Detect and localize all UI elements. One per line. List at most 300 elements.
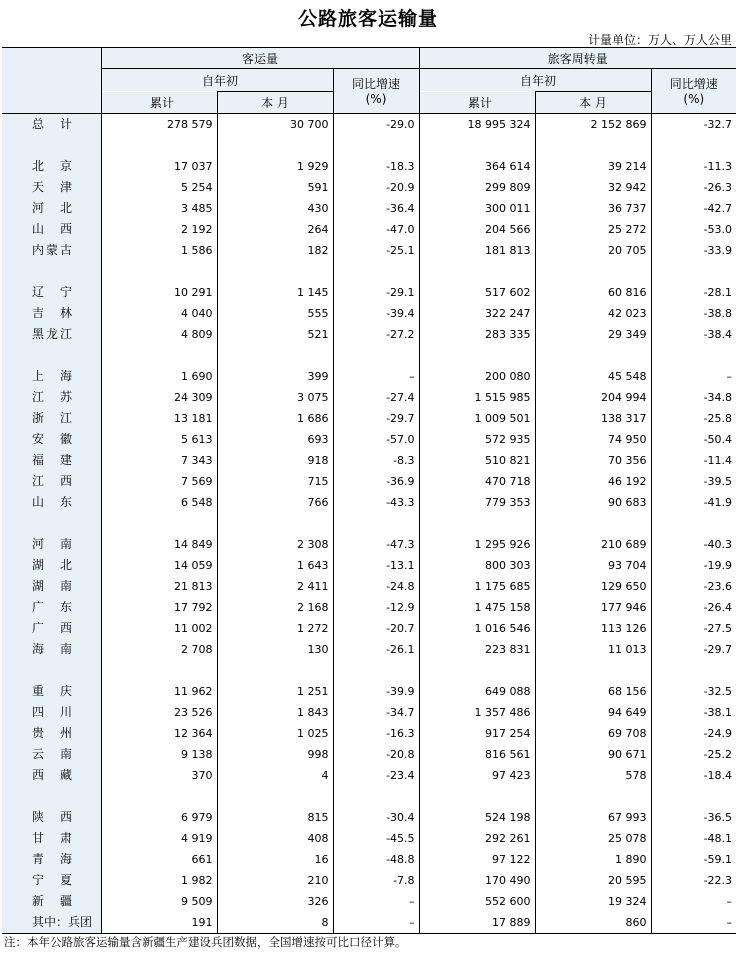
volume-month: 555 — [217, 303, 333, 324]
volume-ytd: 9 138 — [101, 744, 217, 765]
turnover-ytd: 470 718 — [419, 471, 535, 492]
volume-ytd: 24 309 — [101, 387, 217, 408]
volume-yoy: -57.0 — [333, 429, 419, 450]
table-row — [2, 723, 736, 744]
turnover-month: 11 013 — [535, 639, 651, 660]
turnover-yoy: -34.8 — [651, 387, 736, 408]
turnover-ytd: 779 353 — [419, 492, 535, 513]
volume-ytd: 2 708 — [101, 639, 217, 660]
volume-month: 1 929 — [217, 156, 333, 177]
spacer-cell — [101, 261, 217, 282]
region-name: 青海 — [32, 851, 72, 866]
region-name: 浙江 — [32, 410, 72, 425]
volume-ytd: 11 002 — [101, 618, 217, 639]
volume-ytd: 1 690 — [101, 366, 217, 387]
turnover-month: 138 317 — [535, 408, 651, 429]
table-row — [2, 765, 736, 786]
region-name: 北京 — [32, 158, 72, 173]
volume-ytd: 6 548 — [101, 492, 217, 513]
volume-yoy: -27.2 — [333, 324, 419, 345]
volume-yoy: -47.0 — [333, 219, 419, 240]
turnover-ytd: 510 821 — [419, 450, 535, 471]
volume-ytd: 4 809 — [101, 324, 217, 345]
volume-yoy: -47.3 — [333, 534, 419, 555]
region-name: 其中：兵团 — [32, 914, 93, 929]
table-row — [2, 366, 736, 387]
header-yoy-turnover-l2: (%) — [683, 92, 705, 107]
spacer-cell — [2, 345, 101, 366]
volume-ytd: 191 — [101, 912, 217, 934]
table-row — [2, 429, 736, 450]
volume-month: 399 — [217, 366, 333, 387]
region-name: 重庆 — [32, 683, 72, 698]
volume-month: 1 843 — [217, 702, 333, 723]
turnover-month: 42 023 — [535, 303, 651, 324]
volume-yoy: – — [333, 891, 419, 912]
region-name: 黑龙江 — [32, 326, 72, 341]
turnover-month: 578 — [535, 765, 651, 786]
spacer-cell — [217, 261, 333, 282]
region-name: 云南 — [32, 746, 72, 761]
header-yoy-volume-l1: 同比增速 — [352, 77, 401, 92]
volume-yoy: -20.7 — [333, 618, 419, 639]
spacer-row — [2, 135, 736, 156]
table-row — [2, 891, 736, 912]
spacer-row — [2, 786, 736, 807]
page-title: 公路旅客运输量 — [297, 8, 438, 30]
volume-yoy: -39.4 — [333, 303, 419, 324]
volume-month: 2 308 — [217, 534, 333, 555]
turnover-month: 204 994 — [535, 387, 651, 408]
table-row — [2, 303, 736, 324]
volume-yoy: -45.5 — [333, 828, 419, 849]
volume-ytd: 14 849 — [101, 534, 217, 555]
passenger-transport-table — [2, 47, 736, 934]
turnover-ytd: 572 935 — [419, 429, 535, 450]
region-name: 山西 — [32, 221, 72, 236]
volume-month: 521 — [217, 324, 333, 345]
spacer-cell — [535, 345, 651, 366]
volume-month: 1 251 — [217, 681, 333, 702]
spacer-cell — [2, 513, 101, 534]
volume-yoy: -13.1 — [333, 555, 419, 576]
table-row — [2, 618, 736, 639]
turnover-yoy: -26.3 — [651, 177, 736, 198]
turnover-ytd: 18 995 324 — [419, 113, 535, 135]
volume-month: 3 075 — [217, 387, 333, 408]
spacer-cell — [333, 261, 419, 282]
table-row — [2, 555, 736, 576]
turnover-yoy: -42.7 — [651, 198, 736, 219]
volume-month: 408 — [217, 828, 333, 849]
volume-ytd: 14 059 — [101, 555, 217, 576]
turnover-month: 113 126 — [535, 618, 651, 639]
volume-ytd: 2 192 — [101, 219, 217, 240]
region-name-cell — [2, 807, 101, 828]
volume-yoy: -39.9 — [333, 681, 419, 702]
table-row — [2, 219, 736, 240]
volume-yoy: – — [333, 366, 419, 387]
spacer-cell — [535, 513, 651, 534]
volume-yoy: -30.4 — [333, 807, 419, 828]
region-name-cell — [2, 765, 101, 786]
turnover-month: 19 324 — [535, 891, 651, 912]
turnover-yoy: -33.9 — [651, 240, 736, 261]
spacer-cell — [217, 135, 333, 156]
volume-month: 918 — [217, 450, 333, 471]
turnover-month: 67 993 — [535, 807, 651, 828]
volume-ytd: 10 291 — [101, 282, 217, 303]
turnover-ytd: 322 247 — [419, 303, 535, 324]
spacer-row — [2, 261, 736, 282]
volume-month: 998 — [217, 744, 333, 765]
volume-yoy: -25.1 — [333, 240, 419, 261]
spacer-cell — [101, 660, 217, 681]
spacer-row — [2, 513, 736, 534]
volume-yoy: -27.4 — [333, 387, 419, 408]
table-row — [2, 639, 736, 660]
spacer-cell — [651, 261, 736, 282]
region-name-cell — [2, 828, 101, 849]
turnover-yoy: – — [651, 891, 736, 912]
turnover-yoy: -48.1 — [651, 828, 736, 849]
region-name: 海南 — [32, 641, 72, 656]
table-row — [2, 492, 736, 513]
volume-yoy: -20.8 — [333, 744, 419, 765]
turnover-ytd: 97 122 — [419, 849, 535, 870]
volume-ytd: 370 — [101, 765, 217, 786]
volume-yoy: -29.0 — [333, 113, 419, 135]
region-name: 天津 — [32, 179, 72, 194]
region-name: 总 计 — [32, 116, 72, 131]
region-name-cell — [2, 219, 101, 240]
region-name: 山东 — [32, 494, 72, 509]
volume-month: 1 145 — [217, 282, 333, 303]
region-name-cell — [2, 870, 101, 891]
volume-ytd: 23 526 — [101, 702, 217, 723]
spacer-cell — [419, 660, 535, 681]
volume-ytd: 12 364 — [101, 723, 217, 744]
spacer-cell — [333, 135, 419, 156]
table-row — [2, 387, 736, 408]
volume-yoy: -26.1 — [333, 639, 419, 660]
volume-yoy: -48.8 — [333, 849, 419, 870]
turnover-month: 46 192 — [535, 471, 651, 492]
region-name-cell — [2, 366, 101, 387]
region-name-cell — [2, 639, 101, 660]
table-row — [2, 156, 736, 177]
turnover-ytd: 17 889 — [419, 912, 535, 934]
region-name-cell — [2, 891, 101, 912]
region-name: 广西 — [32, 620, 72, 635]
spacer-cell — [101, 513, 217, 534]
turnover-ytd: 170 490 — [419, 870, 535, 891]
volume-month: 1 643 — [217, 555, 333, 576]
turnover-yoy: -26.4 — [651, 597, 736, 618]
turnover-month: 68 156 — [535, 681, 651, 702]
turnover-yoy: -38.8 — [651, 303, 736, 324]
region-name: 江西 — [32, 473, 72, 488]
turnover-month: 129 650 — [535, 576, 651, 597]
spacer-cell — [419, 513, 535, 534]
turnover-yoy: -53.0 — [651, 219, 736, 240]
volume-month: 2 168 — [217, 597, 333, 618]
turnover-ytd: 223 831 — [419, 639, 535, 660]
region-name-cell — [2, 303, 101, 324]
region-name-cell — [2, 702, 101, 723]
header-passenger-turnover: 旅客周转量 — [419, 48, 736, 69]
volume-month: 326 — [217, 891, 333, 912]
spacer-cell — [101, 135, 217, 156]
turnover-month: 1 890 — [535, 849, 651, 870]
region-name-cell — [2, 849, 101, 870]
turnover-month: 93 704 — [535, 555, 651, 576]
turnover-ytd: 1 475 158 — [419, 597, 535, 618]
turnover-yoy: -25.2 — [651, 744, 736, 765]
table-header — [2, 48, 736, 114]
turnover-yoy: -23.6 — [651, 576, 736, 597]
volume-yoy: -36.9 — [333, 471, 419, 492]
region-name-cell — [2, 597, 101, 618]
region-name: 湖南 — [32, 578, 72, 593]
spacer-cell — [535, 135, 651, 156]
region-name: 宁夏 — [32, 872, 72, 887]
region-name: 河南 — [32, 536, 72, 551]
region-name-cell — [2, 113, 101, 135]
volume-ytd: 17 037 — [101, 156, 217, 177]
spacer-cell — [535, 261, 651, 282]
turnover-month: 210 689 — [535, 534, 651, 555]
turnover-yoy: -22.3 — [651, 870, 736, 891]
volume-ytd: 4 919 — [101, 828, 217, 849]
turnover-ytd: 800 303 — [419, 555, 535, 576]
spacer-cell — [419, 786, 535, 807]
turnover-yoy: – — [651, 366, 736, 387]
turnover-yoy: -25.8 — [651, 408, 736, 429]
spacer-cell — [535, 660, 651, 681]
turnover-yoy: -11.3 — [651, 156, 736, 177]
table-row — [2, 282, 736, 303]
volume-ytd: 3 485 — [101, 198, 217, 219]
header-yoy-turnover-l1: 同比增速 — [669, 77, 718, 92]
region-name: 湖北 — [32, 557, 72, 572]
spacer-cell — [651, 786, 736, 807]
volume-ytd: 6 979 — [101, 807, 217, 828]
turnover-ytd: 200 080 — [419, 366, 535, 387]
volume-month: 591 — [217, 177, 333, 198]
region-name: 甘肃 — [32, 830, 72, 845]
spacer-cell — [651, 513, 736, 534]
volume-ytd: 17 792 — [101, 597, 217, 618]
spacer-cell — [333, 513, 419, 534]
turnover-ytd: 649 088 — [419, 681, 535, 702]
volume-month: 693 — [217, 429, 333, 450]
spacer-row — [2, 660, 736, 681]
volume-month: 430 — [217, 198, 333, 219]
volume-month: 130 — [217, 639, 333, 660]
volume-month: 1 025 — [217, 723, 333, 744]
spacer-cell — [333, 660, 419, 681]
volume-ytd: 1 982 — [101, 870, 217, 891]
spacer-cell — [2, 660, 101, 681]
region-name-cell — [2, 429, 101, 450]
region-name-cell — [2, 450, 101, 471]
volume-yoy: -20.9 — [333, 177, 419, 198]
volume-month: 30 700 — [217, 113, 333, 135]
turnover-yoy: -11.4 — [651, 450, 736, 471]
volume-ytd: 11 962 — [101, 681, 217, 702]
region-name: 福建 — [32, 452, 72, 467]
turnover-month: 177 946 — [535, 597, 651, 618]
region-name-cell — [2, 408, 101, 429]
volume-yoy: -23.4 — [333, 765, 419, 786]
header-region — [2, 48, 101, 114]
turnover-month: 20 595 — [535, 870, 651, 891]
volume-month: 182 — [217, 240, 333, 261]
spacer-cell — [101, 345, 217, 366]
volume-ytd: 278 579 — [101, 113, 217, 135]
region-name-cell — [2, 555, 101, 576]
turnover-ytd: 517 602 — [419, 282, 535, 303]
header-cumulative-turnover: 累计 — [419, 92, 535, 114]
table-row — [2, 177, 736, 198]
region-name-cell — [2, 618, 101, 639]
header-yoy-turnover — [651, 69, 736, 114]
volume-ytd: 7 569 — [101, 471, 217, 492]
turnover-month: 90 683 — [535, 492, 651, 513]
spacer-cell — [651, 660, 736, 681]
volume-yoy: – — [333, 912, 419, 934]
turnover-ytd: 1 009 501 — [419, 408, 535, 429]
table-row — [2, 849, 736, 870]
turnover-month: 29 349 — [535, 324, 651, 345]
turnover-month: 2 152 869 — [535, 113, 651, 135]
turnover-ytd: 552 600 — [419, 891, 535, 912]
spacer-cell — [217, 345, 333, 366]
spacer-cell — [651, 345, 736, 366]
turnover-month: 90 671 — [535, 744, 651, 765]
turnover-yoy: -24.9 — [651, 723, 736, 744]
volume-month: 210 — [217, 870, 333, 891]
header-ytd-turnover: 自年初 — [419, 69, 651, 92]
region-name: 西藏 — [32, 767, 72, 782]
region-name-cell — [2, 198, 101, 219]
spacer-row — [2, 345, 736, 366]
volume-month: 715 — [217, 471, 333, 492]
region-name-cell — [2, 177, 101, 198]
table-row — [2, 324, 736, 345]
spacer-cell — [651, 135, 736, 156]
turnover-yoy: -32.7 — [651, 113, 736, 135]
volume-yoy: -34.7 — [333, 702, 419, 723]
volume-ytd: 5 613 — [101, 429, 217, 450]
table-row — [2, 744, 736, 765]
turnover-yoy: -38.1 — [651, 702, 736, 723]
turnover-month: 70 356 — [535, 450, 651, 471]
spacer-cell — [217, 660, 333, 681]
turnover-yoy: -27.5 — [651, 618, 736, 639]
turnover-month: 60 816 — [535, 282, 651, 303]
volume-month: 1 686 — [217, 408, 333, 429]
table-row — [2, 912, 736, 934]
region-name-cell — [2, 240, 101, 261]
volume-ytd: 9 509 — [101, 891, 217, 912]
header-passenger-volume: 客运量 — [101, 48, 419, 69]
volume-yoy: -7.8 — [333, 870, 419, 891]
volume-month: 8 — [217, 912, 333, 934]
turnover-ytd: 816 561 — [419, 744, 535, 765]
region-name: 吉林 — [32, 305, 72, 320]
region-name: 江苏 — [32, 389, 72, 404]
region-name: 贵州 — [32, 725, 72, 740]
turnover-month: 45 548 — [535, 366, 651, 387]
spacer-cell — [535, 786, 651, 807]
region-name-cell — [2, 681, 101, 702]
volume-yoy: -29.1 — [333, 282, 419, 303]
spacer-cell — [2, 261, 101, 282]
table-row — [2, 597, 736, 618]
turnover-yoy: – — [651, 912, 736, 934]
turnover-ytd: 1 357 486 — [419, 702, 535, 723]
table-row — [2, 807, 736, 828]
turnover-ytd: 283 335 — [419, 324, 535, 345]
volume-ytd: 5 254 — [101, 177, 217, 198]
volume-month: 815 — [217, 807, 333, 828]
table-row — [2, 450, 736, 471]
region-name: 河北 — [32, 200, 72, 215]
volume-ytd: 13 181 — [101, 408, 217, 429]
turnover-month: 69 708 — [535, 723, 651, 744]
turnover-ytd: 97 423 — [419, 765, 535, 786]
turnover-yoy: -40.3 — [651, 534, 736, 555]
table-row — [2, 198, 736, 219]
header-yoy-volume-l2: (%) — [365, 92, 387, 107]
table-row — [2, 534, 736, 555]
turnover-month: 20 705 — [535, 240, 651, 261]
header-month-volume: 本 月 — [217, 92, 333, 114]
region-name-cell — [2, 156, 101, 177]
turnover-yoy: -36.5 — [651, 807, 736, 828]
region-name-cell — [2, 492, 101, 513]
turnover-ytd: 524 198 — [419, 807, 535, 828]
table-row — [2, 870, 736, 891]
turnover-month: 25 272 — [535, 219, 651, 240]
volume-month: 1 272 — [217, 618, 333, 639]
turnover-yoy: -59.1 — [651, 849, 736, 870]
header-ytd-volume: 自年初 — [101, 69, 333, 92]
spacer-cell — [419, 345, 535, 366]
turnover-ytd: 364 614 — [419, 156, 535, 177]
volume-yoy: -36.4 — [333, 198, 419, 219]
volume-yoy: -29.7 — [333, 408, 419, 429]
turnover-yoy: -32.5 — [651, 681, 736, 702]
turnover-ytd: 300 011 — [419, 198, 535, 219]
header-cumulative-volume: 累计 — [101, 92, 217, 114]
spacer-cell — [2, 135, 101, 156]
region-name: 上海 — [32, 368, 72, 383]
turnover-yoy: -38.4 — [651, 324, 736, 345]
region-name: 安徽 — [32, 431, 72, 446]
table-body — [2, 113, 736, 933]
spacer-cell — [333, 345, 419, 366]
volume-yoy: -24.8 — [333, 576, 419, 597]
turnover-month: 25 078 — [535, 828, 651, 849]
region-name: 内蒙古 — [32, 242, 72, 257]
table-row — [2, 681, 736, 702]
footnote: 注：本年公路旅客运输量含新疆生产建设兵团数据，全国增速按可比口径计算。 — [4, 935, 407, 949]
turnover-yoy: -19.9 — [651, 555, 736, 576]
volume-month: 2 411 — [217, 576, 333, 597]
